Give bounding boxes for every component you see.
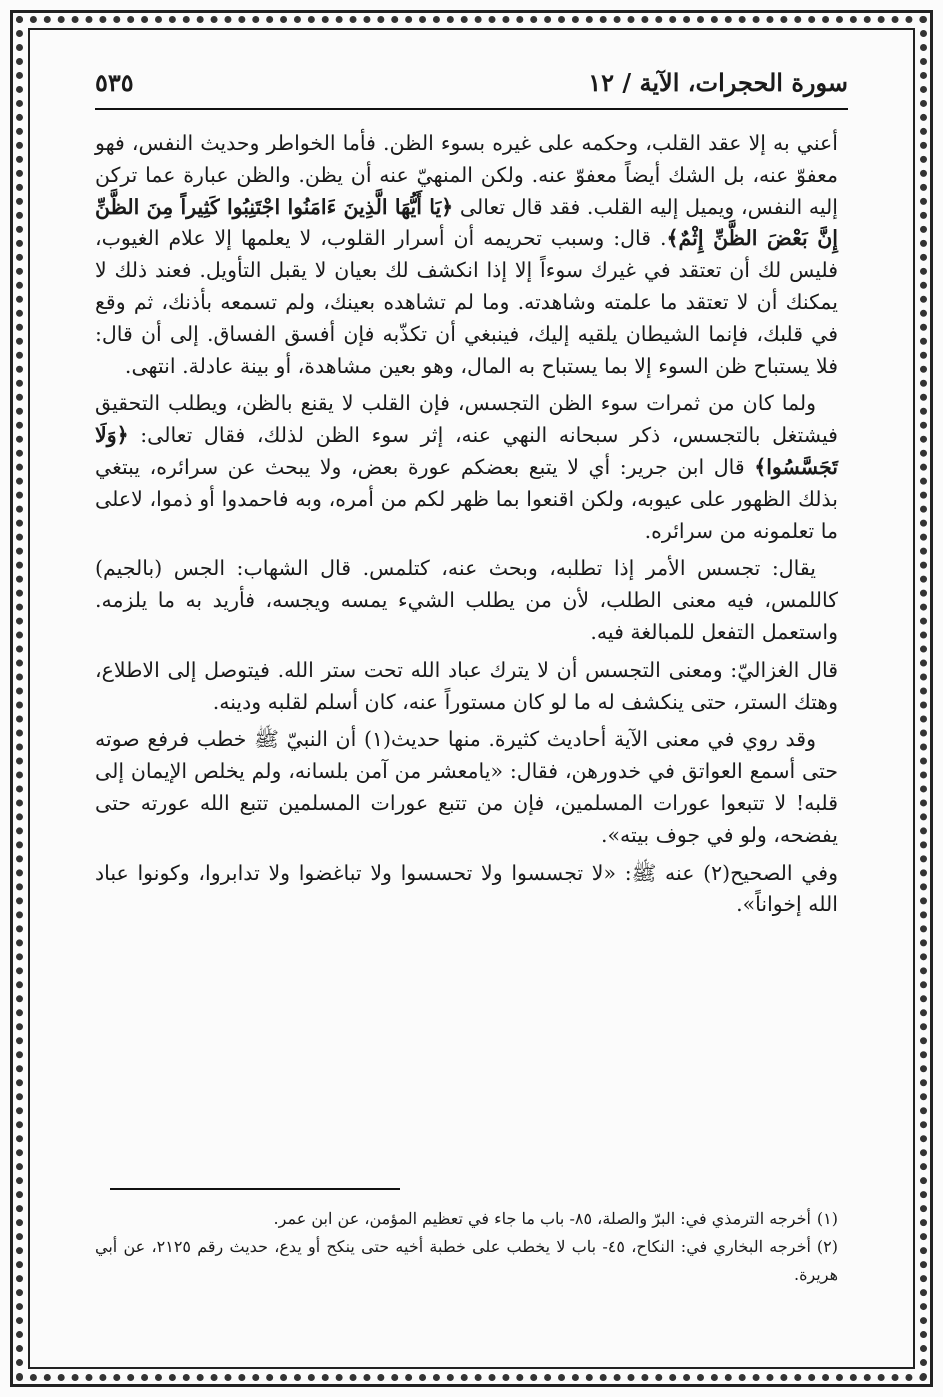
paragraph-4 <box>95 655 838 719</box>
text-segment: قال الغزاليّ: ومعنى التجسس أن لا يترك عباد الله تحت ستر الله. فيتوصل إلى الاطلاع، وهتك الستر، حتى ينكشف له ما لو كان مستوراً عنه، كان أسلم لقلبه ودينه. <box>95 657 838 714</box>
main-text <box>95 128 838 927</box>
footnote-text: أخرجه البخاري في: النكاح، ٤٥- باب لا يخطب على خطبة أخيه حتى ينكح أو يدع، حديث رقم ٢١٢٥، عن أبي هريرة. <box>95 1237 838 1284</box>
text-segment: وفي الصحيح(٢) عنه ﷺ: «لا تجسسوا ولا تحسسوا ولا تباغضوا ولا تدابروا، وكونوا عباد الله إخواناً». <box>95 860 839 917</box>
paragraph-1 <box>95 128 838 382</box>
quran-verse: ﴿وَلَا تَجَسَّسُوا﴾ <box>95 423 839 479</box>
footnote-number: (١) <box>816 1209 838 1228</box>
page-number: ٥٣٥ <box>95 68 134 97</box>
text-segment: . قال: وسبب تحريمه أن أسرار القلوب، لا يعلمها إلا علام الغيوب، فليس لك أن تعتقد في غيرك سوءاً إلا إذا انكشف لك بعيان لا يقبل التأويل. فعند ذلك لا يمكنك أن لا تعتقد ما علمته وشاهدته. وما لم تشاهده بعينك، ولم تسمعه بأذنك، ثم وقع في قلبك، فإنما الشيطان يلقيه إليك، فينبغي أن تكذّبه فإن أفسق الفساق. إلى أن قال: فلا يستباح ظن السوء إلا بما يستباح به المال، وهو بعين مشاهدة، أو بينة عادلة. انتهى. <box>95 226 838 378</box>
paragraph-2 <box>95 388 838 547</box>
footnotes <box>95 1205 838 1289</box>
paragraph-5 <box>95 724 838 851</box>
text-segment: قال ابن جرير: أي لا يتبع بعضكم عورة بعض، ولا يبحث عن سرائره، يبتغي بذلك الظهور على عيوبه، ولكن اقنعوا بما ظهر لكم من أمره، وبه فاحمدوا أو ذموا، لاعلى ما تعلمونه من سرائره. <box>95 454 838 543</box>
footnote-2 <box>95 1233 838 1289</box>
footnote-1 <box>95 1205 838 1233</box>
footnote-text: أخرجه الترمذي في: البرّ والصلة، ٨٥- باب ما جاء في تعظيم المؤمن، عن ابن عمر. <box>273 1209 811 1228</box>
quran-verse: ﴿يَا أَيُّهَا الَّذِينَ ءَامَنُوا اجْتَنِبُوا كَثِيراً مِنَ الظَّنِّ إِنَّ بَعْضَ الظَّنِّ إِثْمٌ﴾ <box>95 194 838 251</box>
text-segment: وقد روي في معنى الآية أحاديث كثيرة. منها حديث(١) أن النبيّ ﷺ خطب فرفع صوته حتى أسمع العواتق في خدورهن، فقال: «يامعشر من آمن بلسانه، ولم يخلص الإيمان إلى قلبه! لا تتبعوا عورات المسلمين، فإن من تتبع عورات المسلمين تتبع الله عورته حتى يفضحه، ولو في جوف بيته». <box>95 727 838 847</box>
running-title: سورة الحجرات، الآية / ١٢ <box>588 68 848 97</box>
footnote-number: (٢) <box>816 1237 839 1256</box>
paragraph-3 <box>95 553 838 648</box>
page-header <box>95 62 848 110</box>
text-segment: يقال: تجسس الأمر إذا تطلبه، وبحث عنه، كتلمس. قال الشهاب: الجس (بالجيم) كاللمس، فيه معنى الطلب، لأن من يطلب الشيء يمسه ويجسه، فأريد به ما يلزمه. واستعمل التفعل للمبالغة فيه. <box>95 556 838 644</box>
paragraph-6 <box>95 858 838 922</box>
text-segment: ولما كان من ثمرات سوء الظن التجسس، فإن القلب لا يقنع بالظن، ويطلب التحقيق فيشتغل بالتجسس، ذكر سبحانه النهي عنه، إثر سوء الظن لذلك، فقال تعالى: <box>95 391 838 448</box>
footnote-separator <box>110 1188 400 1190</box>
text-segment: أعني به إلا عقد القلب، وحكمه على غيره بسوء الظن. فأما الخواطر وحديث النفس، فهو معفوّ عنه، بل الشك أيضاً معفوّ عنه. ولكن المنهيّ عنه أن يظن. والظن عبارة عما تركن إليه النفس، ويميل إليه القلب. فقد قال تعالى <box>95 131 839 219</box>
